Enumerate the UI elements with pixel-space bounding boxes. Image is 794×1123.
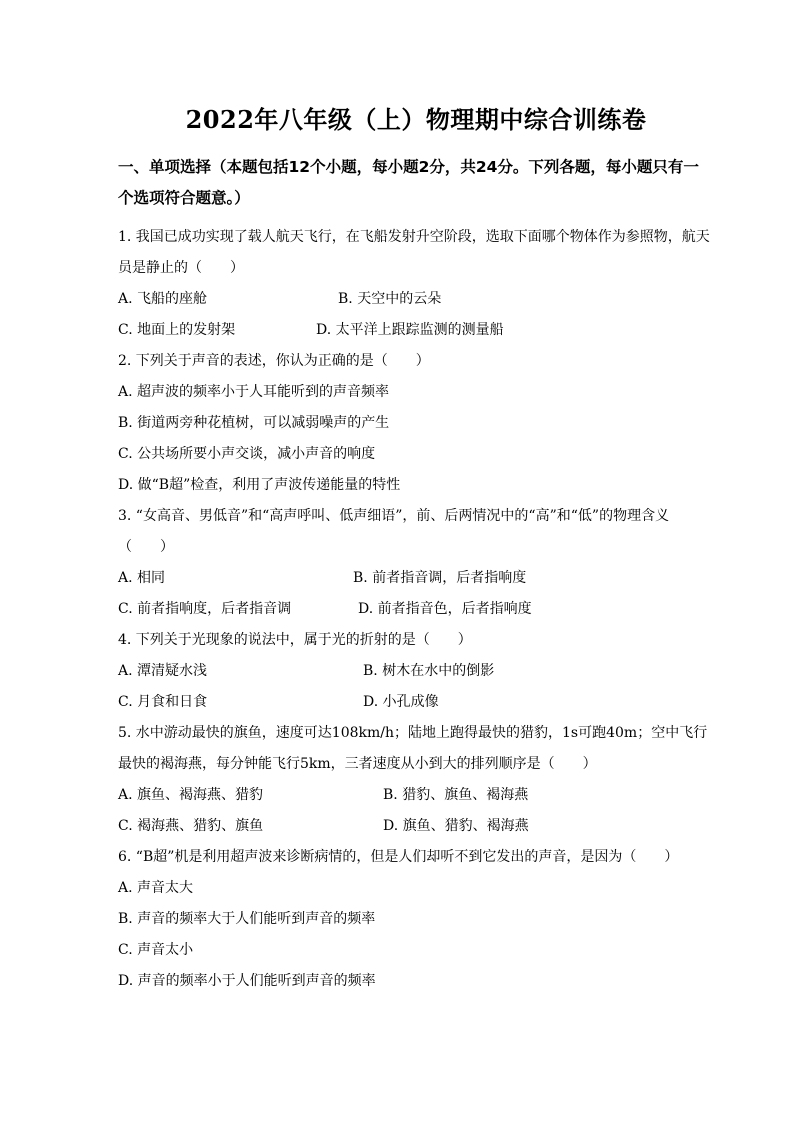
option-c: C. 月食和日食 <box>118 694 208 710</box>
question-stem: 6. “B超”机是利用超声波来诊断病情的，但是人们却听不到它发出的声音，是因为（ ） <box>118 849 679 865</box>
question-4 <box>118 625 714 718</box>
question-stem: 4. 下列关于光现象的说法中，属于光的折射的是（ ） <box>118 632 472 648</box>
question-5 <box>118 718 714 842</box>
question-3 <box>118 501 714 625</box>
question-1 <box>118 222 714 346</box>
option-a: A. 潭清疑水浅 <box>118 663 208 679</box>
question-stem: 3. “女高音、男低音”和“高声呼叫、低声细语”，前、后两情况中的“高”和“低”的物理含义（ ） <box>118 508 670 555</box>
option-row <box>118 656 714 687</box>
question-stem: 1. 我国已成功实现了载人航天飞行，在飞船发射升空阶段，选取下面哪个物体作为参照物，航天员是静止的（ ） <box>118 229 710 276</box>
option-row <box>118 811 714 842</box>
option-d: D. 小孔成像 <box>363 694 439 710</box>
option-a: A. 飞船的座舱 <box>118 291 208 307</box>
option-b: B. 天空中的云朵 <box>338 291 442 307</box>
option-row <box>118 315 714 346</box>
option-c: C. 地面上的发射架 <box>118 322 236 338</box>
option-b: B. 街道两旁种花植树，可以减弱噪声的产生 <box>118 415 390 431</box>
section-heading: 一、单项选择（本题包括12个小题，每小题2分，共24分。下列各题，每小题只有一个选项符合题意。） <box>118 158 699 207</box>
option-c: C. 公共场所要小声交谈，减小声音的响度 <box>118 446 376 462</box>
option-a: A. 超声波的频率小于人耳能听到的声音频率 <box>118 384 390 400</box>
option-row <box>118 687 714 718</box>
question-stem: 2. 下列关于声音的表述，你认为正确的是（ ） <box>118 353 430 369</box>
option-a: A. 声音太大 <box>118 880 194 896</box>
option-d: D. 旗鱼、猎豹、褐海燕 <box>383 818 529 834</box>
option-row <box>118 594 714 625</box>
option-b: B. 树木在水中的倒影 <box>363 663 495 679</box>
option-a: A. 旗鱼、褐海燕、猎豹 <box>118 787 264 803</box>
option-b: B. 前者指音调，后者指响度 <box>353 570 527 586</box>
option-row <box>118 284 714 315</box>
option-c: C. 声音太小 <box>118 942 194 958</box>
option-d: D. 太平洋上跟踪监测的测量船 <box>316 322 504 338</box>
option-c: C. 前者指响度，后者指音调 <box>118 601 292 617</box>
option-d: D. 声音的频率小于人们能听到声音的频率 <box>118 973 376 989</box>
page-title: 2022年八年级（上）物理期中综合训练卷 <box>185 105 647 134</box>
question-2 <box>118 346 714 501</box>
option-b: B. 猎豹、旗鱼、褐海燕 <box>383 787 529 803</box>
option-d: D. 做“B超”检查，利用了声波传递能量的特性 <box>118 477 401 493</box>
option-b: B. 声音的频率大于人们能听到声音的频率 <box>118 911 376 927</box>
question-stem: 5. 水中游动最快的旗鱼，速度可达108km/h；陆地上跑得最快的猎豹，1s可跑40m；空中飞行最快的褐海燕，每分钟能飞行5km，三者速度从小到大的排列顺序是（ ） <box>118 725 708 772</box>
option-d: D. 前者指音色，后者指响度 <box>358 601 532 617</box>
option-a: A. 相同 <box>118 570 166 586</box>
option-c: C. 褐海燕、猎豹、旗鱼 <box>118 818 264 834</box>
option-row <box>118 780 714 811</box>
option-row <box>118 563 714 594</box>
question-6 <box>118 842 714 997</box>
